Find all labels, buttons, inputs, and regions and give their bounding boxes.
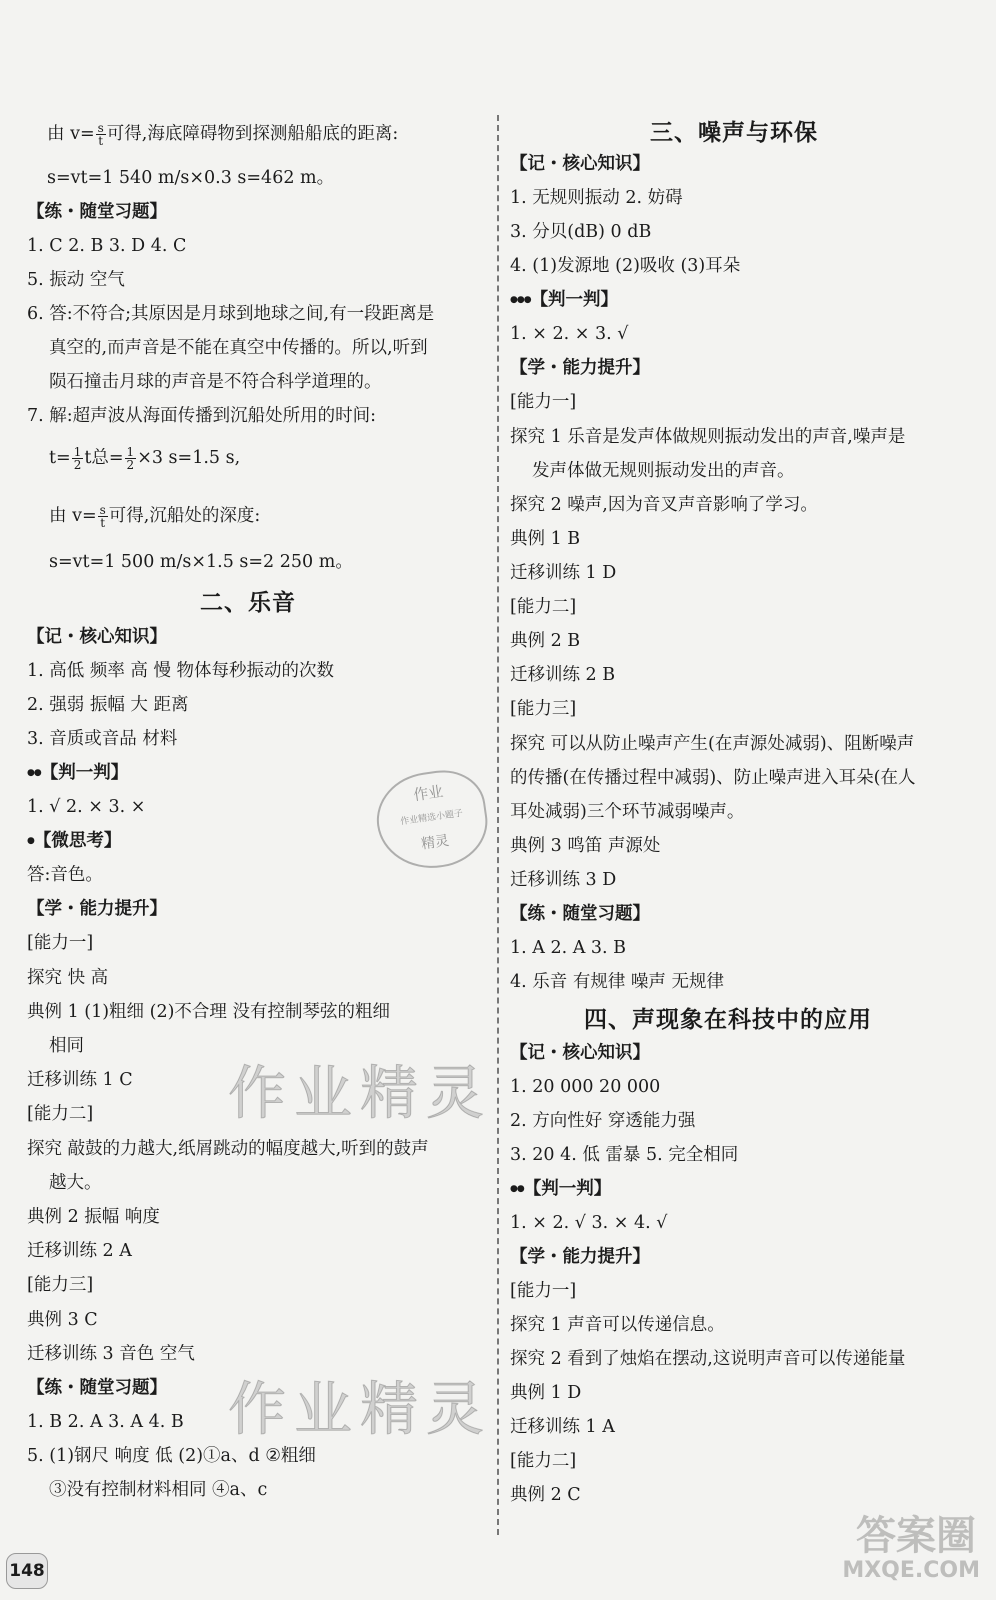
- heading-text: 【判一判】: [523, 1179, 612, 1199]
- sub-heading: [能力一]: [27, 933, 94, 953]
- answer-line: 越大。: [49, 1173, 102, 1193]
- watermark: 作业精灵: [228, 1375, 493, 1443]
- sub-heading: [能力三]: [27, 1275, 94, 1295]
- sub-heading: [能力一]: [510, 1281, 577, 1301]
- answer-line: 7. 解:超声波从海面传播到沉船处所用的时间:: [27, 406, 377, 426]
- section-title: 四、声现象在科技中的应用: [584, 1006, 872, 1033]
- answer-line: 相同: [49, 1036, 84, 1056]
- sub-heading: [能力三]: [510, 699, 577, 719]
- logo-url: MXQE.COM: [842, 1558, 980, 1583]
- formula-line: [49, 504, 260, 529]
- answer-line: 典例 3 C: [27, 1310, 98, 1330]
- answer-line: 陨石撞击月球的声音是不符合科学道理的。: [49, 372, 382, 392]
- formula-line: s=vt=1 540 m/s×0.3 s=462 m。: [47, 168, 335, 188]
- answer-line: 答:音色。: [27, 865, 103, 885]
- answer-line: 2. 方向性好 穿透能力强: [510, 1111, 696, 1131]
- answer-line: 探究 敲鼓的力越大,纸屑跳动的幅度越大,听到的鼓声: [27, 1139, 429, 1159]
- sub-heading: [能力二]: [27, 1104, 94, 1124]
- answer-line: 5. 振动 空气: [27, 270, 125, 290]
- sub-heading: [能力二]: [510, 1451, 577, 1471]
- formula-line: [47, 122, 398, 147]
- section-heading: 【记・核心知识】: [510, 1043, 650, 1063]
- heading-text: 【判一判】: [40, 763, 129, 783]
- answer-line: 发声体做无规则振动发出的声音。: [532, 461, 795, 481]
- answer-line: 1. √ 2. × 3. ×: [27, 797, 146, 817]
- corner-logo: [826, 1500, 986, 1596]
- section-heading: 【学・能力提升】: [27, 899, 167, 919]
- difficulty-dots: ●: [27, 836, 34, 846]
- answer-line: 耳处减弱)三个环节减弱噪声。: [510, 802, 745, 822]
- right-column: [500, 0, 996, 1600]
- section-heading: 【练・随堂习题】: [27, 1378, 167, 1398]
- section-heading: 【练・随堂习题】: [510, 904, 650, 924]
- section-heading: 【学・能力提升】: [510, 1247, 650, 1267]
- answer-line: 1. × 2. × 3. √: [510, 324, 629, 344]
- section-heading: [27, 761, 128, 785]
- text: 可得,海底障碍物到探测船船底的距离:: [106, 124, 399, 144]
- answer-line: 探究 1 乐音是发声体做规则振动发出的声音,噪声是: [510, 427, 906, 447]
- text: ×3 s=1.5 s,: [137, 448, 241, 468]
- stamp-text: 精灵: [420, 832, 451, 853]
- logo-text: 答案圈: [856, 1513, 976, 1559]
- numerator: s: [97, 121, 104, 135]
- formula-line: s=vt=1 500 m/s×1.5 s=2 250 m。: [49, 552, 353, 572]
- stamp-text: 作业: [412, 782, 445, 805]
- answer-line: 迁移训练 3 音色 空气: [27, 1344, 195, 1364]
- numerator: 1: [126, 445, 135, 459]
- answer-line: 1. A 2. A 3. B: [510, 938, 627, 958]
- answer-line: 典例 2 B: [510, 631, 581, 651]
- text: 由 v=: [47, 124, 95, 144]
- answer-line: 1. × 2. √ 3. × 4. √: [510, 1213, 668, 1233]
- denominator: t: [98, 134, 104, 148]
- answer-line: 探究 2 噪声,因为音叉声音影响了学习。: [510, 495, 818, 515]
- text: t=: [49, 448, 71, 468]
- answer-line: 1. B 2. A 3. A 4. B: [27, 1412, 184, 1432]
- answer-line: 1. 高低 频率 高 慢 物体每秒振动的次数: [27, 661, 335, 681]
- fraction: [72, 446, 84, 471]
- watermark: 作业精灵: [228, 1059, 493, 1127]
- answer-line: 2. 强弱 振幅 大 距离: [27, 695, 189, 715]
- answer-line: 典例 1 B: [510, 529, 581, 549]
- page-number: 148: [6, 1553, 48, 1589]
- answer-line: 迁移训练 1 A: [510, 1417, 615, 1437]
- column-divider: [497, 115, 499, 1535]
- text: t总=: [84, 448, 124, 468]
- heading-text: 【判一判】: [530, 290, 619, 310]
- numerator: 1: [73, 445, 82, 459]
- fraction: [98, 504, 108, 529]
- fraction: [96, 122, 106, 147]
- sub-heading: [能力二]: [510, 597, 577, 617]
- answer-line: 3. 分贝(dB) 0 dB: [510, 222, 652, 242]
- fraction: [125, 446, 137, 471]
- answer-line: 典例 3 鸣笛 声源处: [510, 836, 661, 856]
- answer-line: ③没有控制材料相同 ④a、c: [49, 1480, 268, 1500]
- answer-line: 5. (1)钢尺 响度 低 (2)①a、d ②粗细: [27, 1446, 316, 1466]
- section-heading: [510, 1177, 611, 1201]
- sub-heading: [能力一]: [510, 392, 577, 412]
- stamp-text: 作业精选小题子: [399, 808, 464, 828]
- section-title: 三、噪声与环保: [650, 119, 818, 146]
- answer-line: 6. 答:不符合;其原因是月球到地球之间,有一段距离是: [27, 304, 435, 324]
- answer-line: 探究 1 声音可以传递信息。: [510, 1315, 725, 1335]
- section-heading: 【练・随堂习题】: [27, 202, 167, 222]
- difficulty-dots: ●●: [27, 768, 41, 778]
- difficulty-dots: ●●●: [510, 295, 531, 305]
- answer-line: 迁移训练 1 D: [510, 563, 617, 583]
- answer-line: 迁移训练 3 D: [510, 870, 617, 890]
- heading-text: 【微思考】: [33, 831, 122, 851]
- answer-line: 典例 2 C: [510, 1485, 581, 1505]
- section-heading: [510, 288, 618, 312]
- answer-line: 3. 音质或音品 材料: [27, 729, 178, 749]
- denominator: 2: [126, 458, 135, 472]
- answer-line: 1. 无规则振动 2. 妨碍: [510, 188, 683, 208]
- answer-line: 迁移训练 2 B: [510, 665, 616, 685]
- answer-line: 典例 1 D: [510, 1383, 582, 1403]
- answer-line: 真空的,而声音是不能在真空中传播的。所以,听到: [49, 338, 428, 358]
- section-heading: 【学・能力提升】: [510, 358, 650, 378]
- answer-line: 典例 2 振幅 响度: [27, 1207, 160, 1227]
- answer-line: 1. 20 000 20 000: [510, 1077, 661, 1097]
- denominator: t: [100, 516, 106, 530]
- answer-line: 4. 乐音 有规律 噪声 无规律: [510, 972, 724, 992]
- formula-line: [49, 446, 240, 471]
- section-title: 二、乐音: [200, 589, 296, 616]
- answer-line: 探究 2 看到了烛焰在摆动,这说明声音可以传递能量: [510, 1349, 906, 1369]
- numerator: s: [99, 503, 106, 517]
- answer-line: 探究 快 高: [27, 968, 109, 988]
- answer-line: 的传播(在传播过程中减弱)、防止噪声进入耳朵(在人: [510, 768, 916, 788]
- answer-line: 迁移训练 1 C: [27, 1070, 133, 1090]
- section-heading: 【记・核心知识】: [27, 627, 167, 647]
- answer-line: 1. C 2. B 3. D 4. C: [27, 236, 187, 256]
- text: 可得,沉船处的深度:: [108, 506, 261, 526]
- difficulty-dots: ●●: [510, 1184, 524, 1194]
- answer-line: 3. 20 4. 低 雷暴 5. 完全相同: [510, 1145, 739, 1165]
- answer-line: 迁移训练 2 A: [27, 1241, 132, 1261]
- answer-line: 4. (1)发源地 (2)吸收 (3)耳朵: [510, 256, 741, 276]
- answer-line: 探究 可以从防止噪声产生(在声源处减弱)、阻断噪声: [510, 734, 915, 754]
- section-heading: 【记・核心知识】: [510, 154, 650, 174]
- section-heading: [27, 829, 121, 853]
- denominator: 2: [73, 458, 82, 472]
- text: 由 v=: [49, 506, 97, 526]
- answer-line: 典例 1 (1)粗细 (2)不合理 没有控制琴弦的粗细: [27, 1002, 390, 1022]
